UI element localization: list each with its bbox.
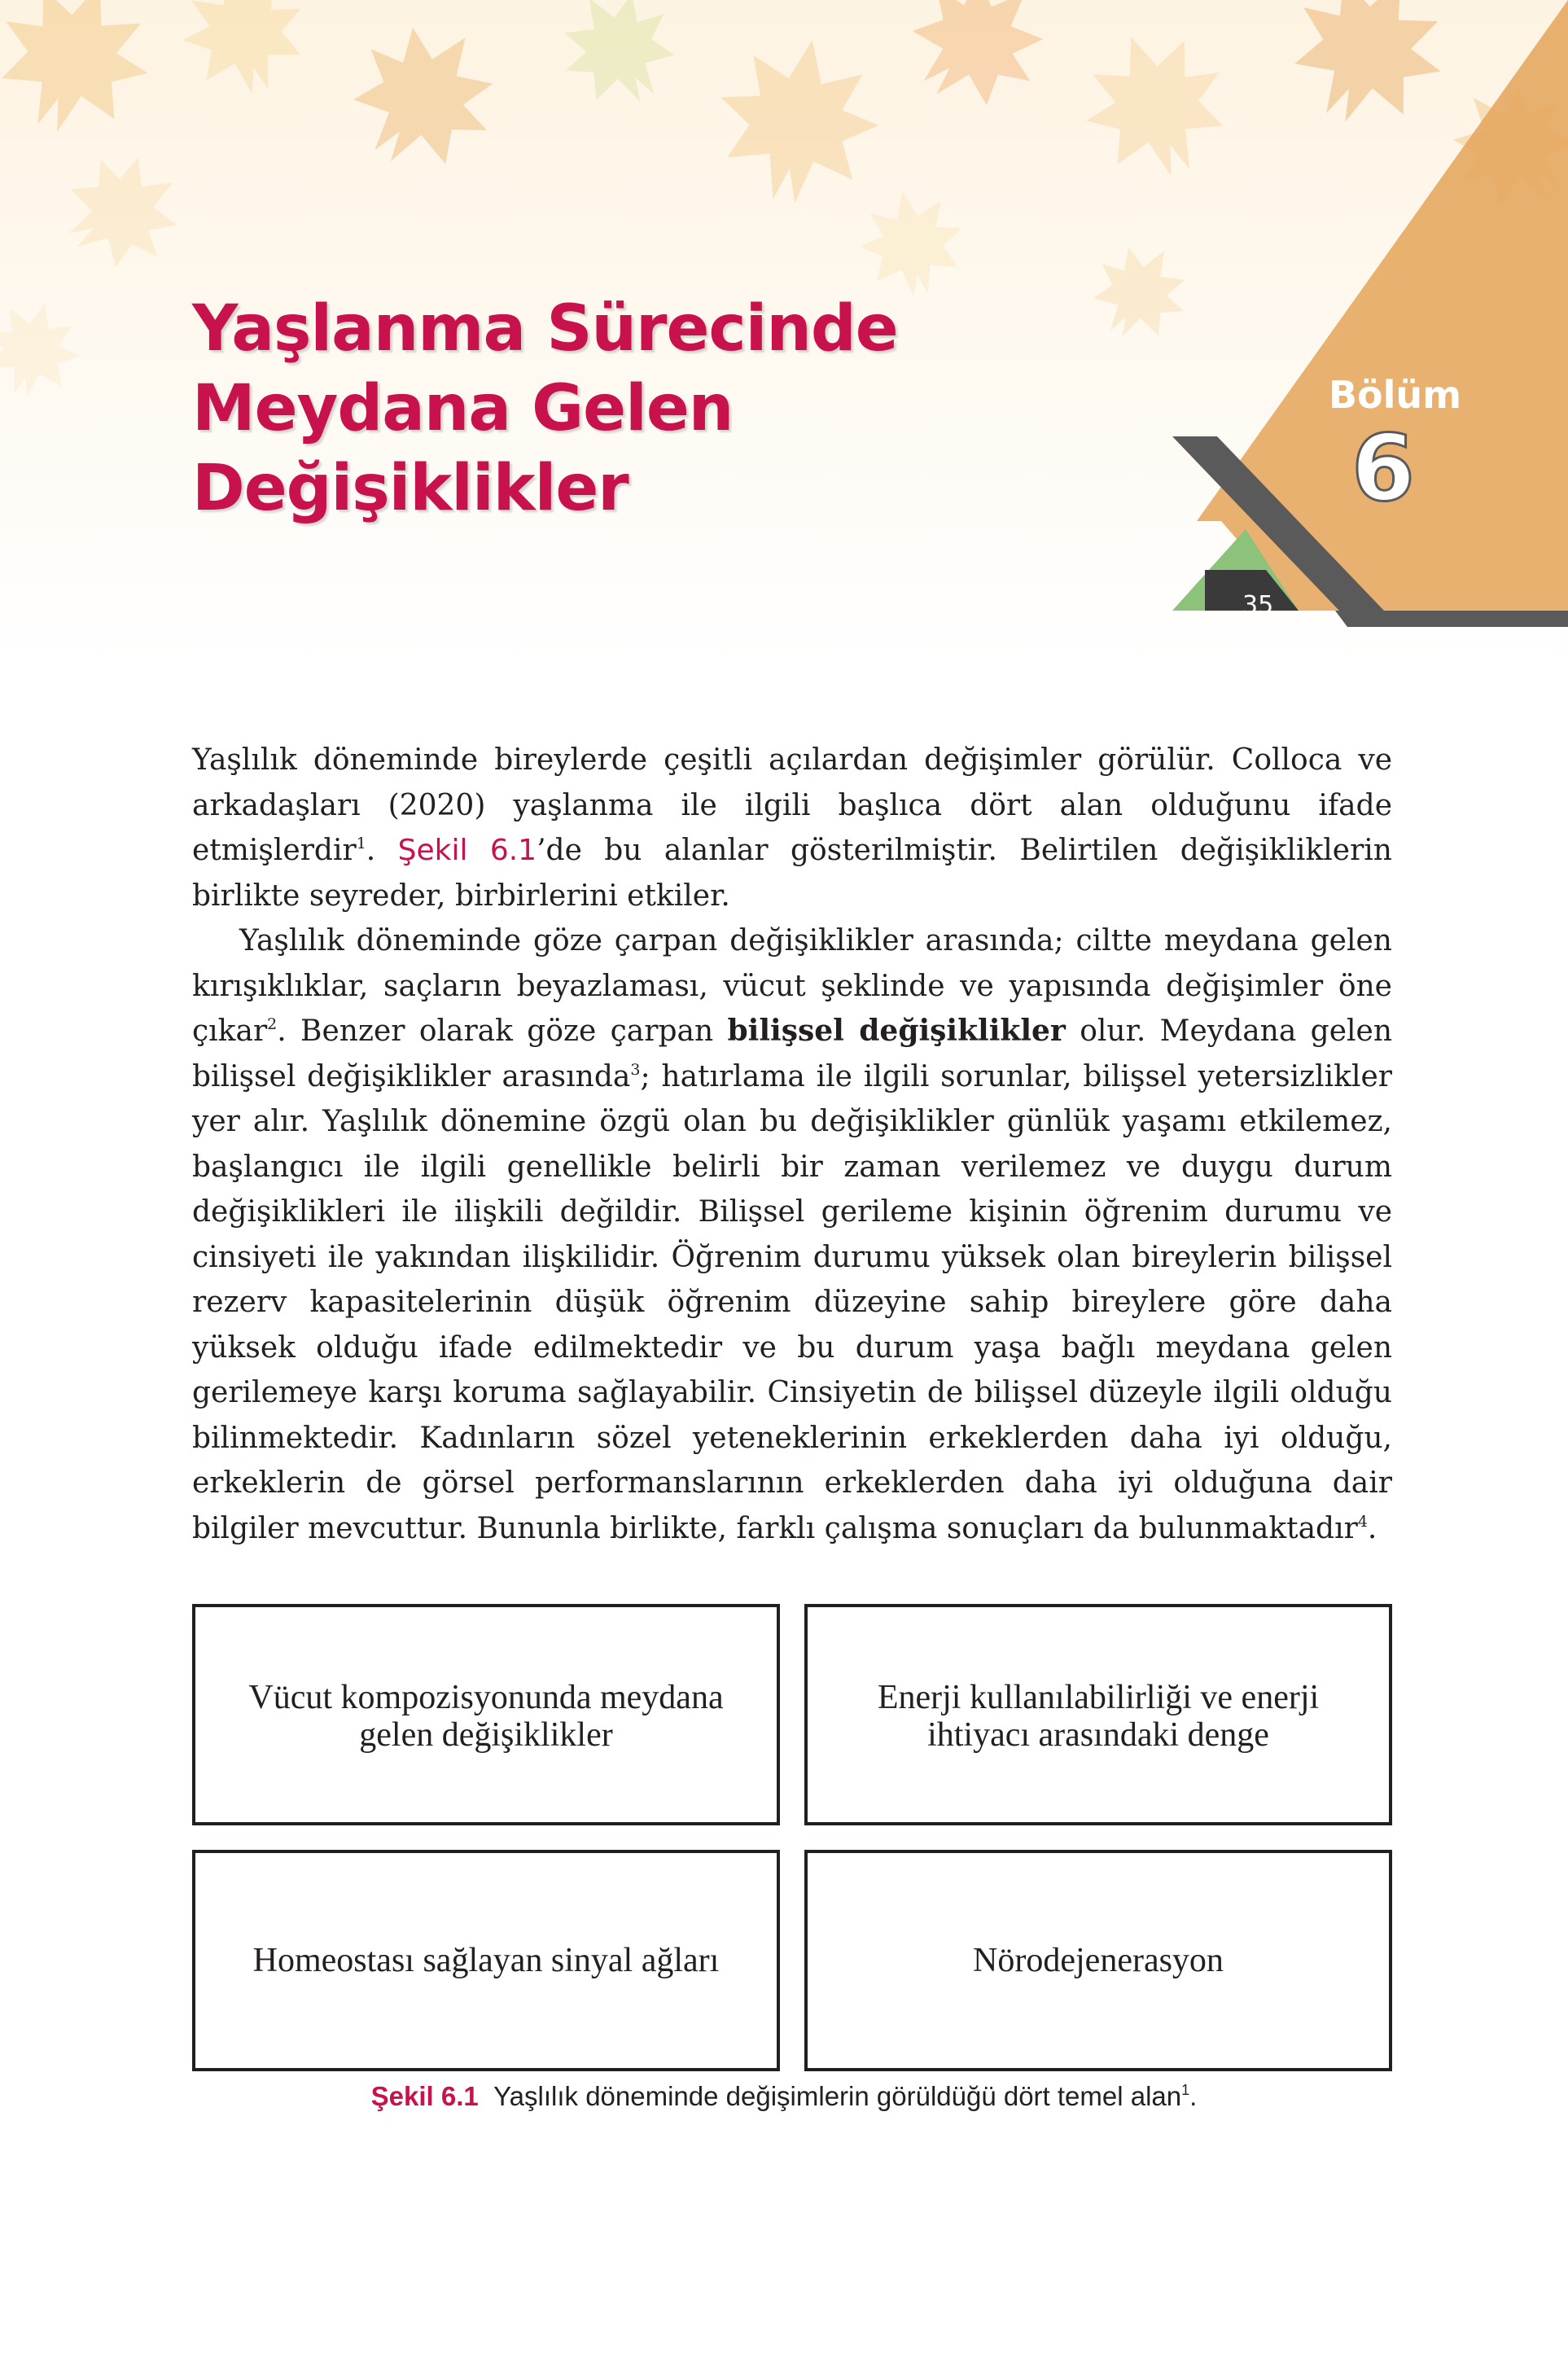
- body-text: [192, 738, 1392, 1551]
- chapter-label: Bölüm: [1329, 373, 1462, 417]
- title-line-2: Meydana Gelen: [192, 372, 734, 445]
- caption-footnote-ref[interactable]: 1: [1181, 2082, 1190, 2098]
- figure-box-energy-balance: Enerji kullanılabilirliği ve enerji ihtiyacı arasındaki denge: [804, 1604, 1392, 1825]
- chapter-grey-base: [1335, 611, 1568, 627]
- title-line-3: Değişiklikler: [192, 452, 629, 525]
- title-line-1: Yaşlanma Sürecinde: [192, 292, 898, 366]
- figure-reference-link[interactable]: Şekil 6.1: [397, 834, 537, 867]
- figure-caption: Şekil 6.1 Yaşlılık döneminde değişimlerin görüldüğü dört temel alan$^1$.: [370, 2081, 1198, 2111]
- footnote-ref-2[interactable]: 2: [267, 1015, 278, 1033]
- footnote-ref-4[interactable]: 4: [1357, 1512, 1368, 1531]
- figure-box-body-composition: Vücut kompozisyonunda meydana gelen değişiklikler: [192, 1604, 780, 1825]
- footnote-ref-3[interactable]: 3: [630, 1060, 641, 1079]
- figure-box-neurodegeneration: Nörodejenerasyon: [804, 1850, 1392, 2071]
- paragraph-2: Yaşlılık döneminde göze çarpan değişiklikler arasında; ciltte meydana gelen kırışıklıklar, saçların beyazlaması, vücut şeklinde ve yapısında değişimler öne çıkar$^2$. Benzer olarak göze çarpan bilişsel değişiklikler olur. Meydana gelen bilişsel değişiklikler arasında$^3$; hatırlama ile ilgili sorunlar, bilişsel yetersizlikler yer alır. Yaşlılık dönemine özgü olan bu değişiklikler günlük yaşamı etkilemez, başlangıcı ile ilgili genellikle belirli bir zaman verilemez ve duygu durum değişiklikleri ile ilişkili değildir. Bilişsel gerileme kişinin öğrenim durumu ve cinsiyeti ile yakından ilişkilidir. Öğrenim durumu yüksek olan bireylerin bilişsel rezerv kapasitelerinin düşük öğrenim düzeyine sahip bireylere göre daha yüksek olduğu ifade edilmektedir ve bu durum yaşa bağlı meydana gelen gerilemeye karşı koruma sağlayabilir. Cinsiyetin de bilişsel düzeyle ilgili olduğu bilinmektedir. Kadınların sözel yeteneklerinin erkeklerden daha iyi olduğu, erkeklerin de görsel performanslarının erkeklerden daha iyi olduğuna dair bilgiler mevcuttur. Bununla birlikte, farklı çalışma sonuçları da bulunmaktadır$^4$.: [192, 924, 1393, 1545]
- footnote-ref-1[interactable]: 1: [356, 835, 366, 852]
- figure-caption-text: Yaşlılık döneminde değişimlerin görüldüğü dört temel alan: [493, 2081, 1182, 2111]
- page-number: 35: [1242, 591, 1274, 620]
- chapter-title: [192, 289, 1128, 528]
- figure-caption-label: Şekil 6.1: [370, 2081, 479, 2111]
- figure-box-signal-networks: Homeostası sağlayan sinyal ağları: [192, 1850, 780, 2071]
- bold-term: bilişsel değişiklikler: [727, 1014, 1066, 1048]
- paragraph-1: Yaşlılık döneminde bireylerde çeşitli açılardan değişimler görülür. Colloca ve arkadaşları (2020) yaşlanma ile ilgili başlıca dört alan olduğunu ifade etmişlerdir$^1$. Şekil 6.1’de bu alanlar gösterilmiştir. Belirtilen değişikliklerin birlikte seyreder, birbirlerini etkiler.: [192, 743, 1392, 913]
- chapter-number: 6: [1351, 416, 1415, 522]
